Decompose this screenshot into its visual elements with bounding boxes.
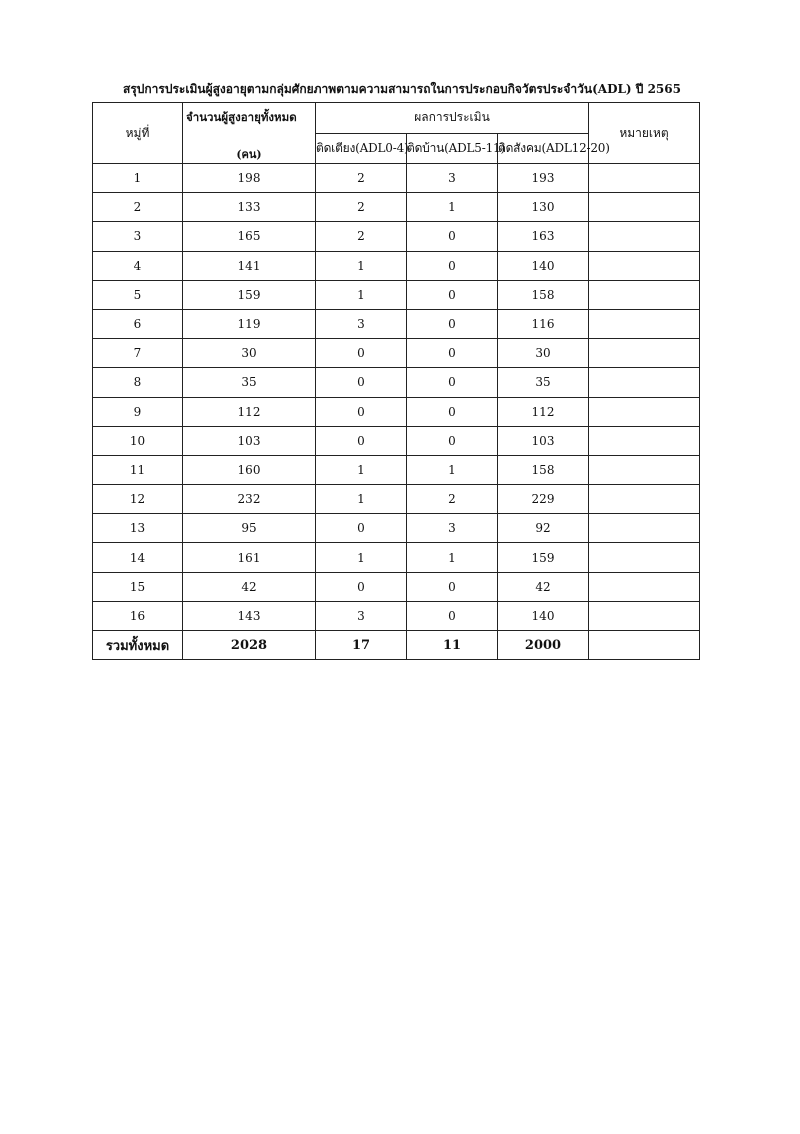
cell-bed: 1 [316, 543, 407, 572]
cell-total: 159 [183, 280, 316, 309]
cell-social: 159 [498, 543, 589, 572]
cell-total: 143 [183, 601, 316, 630]
cell-total: 165 [183, 222, 316, 251]
cell-social: 140 [498, 251, 589, 280]
cell-moo: 7 [93, 339, 183, 368]
cell-social: 140 [498, 601, 589, 630]
header-total-line1: จำนวนผู้สูงอายุทั้งหมด [186, 110, 297, 124]
cell-social: 30 [498, 339, 589, 368]
cell-home: 0 [407, 426, 498, 455]
summary-bed: 17 [316, 631, 407, 660]
header-total [183, 103, 316, 164]
summary-note [589, 631, 700, 660]
table-body [93, 164, 700, 631]
cell-home: 3 [407, 514, 498, 543]
summary-total: 2028 [183, 631, 316, 660]
cell-moo: 5 [93, 280, 183, 309]
header-moo: หมู่ที่ [93, 103, 183, 164]
cell-note [589, 280, 700, 309]
cell-moo: 11 [93, 455, 183, 484]
header-bed: ติดเตียง(ADL0-4) [316, 133, 407, 164]
cell-total: 161 [183, 543, 316, 572]
header-note: หมายเหตุ [589, 103, 700, 164]
header-result: ผลการประเมิน [316, 103, 589, 134]
table-row [93, 193, 700, 222]
table-row [93, 543, 700, 572]
cell-social: 116 [498, 309, 589, 338]
cell-home: 1 [407, 543, 498, 572]
cell-home: 3 [407, 164, 498, 193]
cell-social: 130 [498, 193, 589, 222]
cell-moo: 3 [93, 222, 183, 251]
cell-bed: 1 [316, 455, 407, 484]
cell-total: 95 [183, 514, 316, 543]
cell-social: 42 [498, 572, 589, 601]
cell-social: 163 [498, 222, 589, 251]
header-social: ติดสังคม(ADL12-20) [498, 133, 589, 164]
cell-bed: 0 [316, 397, 407, 426]
summary-home: 11 [407, 631, 498, 660]
cell-moo: 13 [93, 514, 183, 543]
cell-social: 229 [498, 485, 589, 514]
cell-total: 112 [183, 397, 316, 426]
table-row [93, 455, 700, 484]
cell-bed: 0 [316, 572, 407, 601]
cell-total: 30 [183, 339, 316, 368]
cell-home: 1 [407, 455, 498, 484]
cell-note [589, 339, 700, 368]
cell-total: 133 [183, 193, 316, 222]
cell-moo: 10 [93, 426, 183, 455]
cell-social: 112 [498, 397, 589, 426]
cell-social: 103 [498, 426, 589, 455]
cell-social: 35 [498, 368, 589, 397]
cell-moo: 1 [93, 164, 183, 193]
table-row [93, 164, 700, 193]
table-row [93, 280, 700, 309]
summary-row [93, 631, 700, 660]
cell-bed: 0 [316, 426, 407, 455]
cell-home: 1 [407, 193, 498, 222]
cell-social: 158 [498, 455, 589, 484]
cell-moo: 12 [93, 485, 183, 514]
cell-note [589, 309, 700, 338]
cell-bed: 2 [316, 193, 407, 222]
cell-social: 158 [498, 280, 589, 309]
cell-bed: 1 [316, 485, 407, 514]
cell-home: 2 [407, 485, 498, 514]
cell-bed: 2 [316, 222, 407, 251]
cell-total: 42 [183, 572, 316, 601]
cell-home: 0 [407, 251, 498, 280]
summary-social: 2000 [498, 631, 589, 660]
cell-note [589, 426, 700, 455]
cell-total: 35 [183, 368, 316, 397]
table-row [93, 485, 700, 514]
cell-bed: 3 [316, 309, 407, 338]
cell-bed: 0 [316, 514, 407, 543]
cell-moo: 9 [93, 397, 183, 426]
cell-moo: 15 [93, 572, 183, 601]
table-row [93, 601, 700, 630]
cell-moo: 2 [93, 193, 183, 222]
cell-total: 232 [183, 485, 316, 514]
table-row [93, 368, 700, 397]
cell-note [589, 514, 700, 543]
cell-social: 193 [498, 164, 589, 193]
cell-note [589, 164, 700, 193]
cell-note [589, 485, 700, 514]
document-title: สรุปการประเมินผู้สูงอายุตามกลุ่มศักยภาพตามความสามารถในการประกอบกิจวัตรประจำวัน(ADL) ปี 2565 [123, 82, 681, 96]
cell-home: 0 [407, 222, 498, 251]
cell-note [589, 251, 700, 280]
cell-bed: 0 [316, 339, 407, 368]
cell-moo: 14 [93, 543, 183, 572]
cell-bed: 3 [316, 601, 407, 630]
summary-label: รวมทั้งหมด [93, 631, 183, 660]
table-row [93, 339, 700, 368]
header-row-1 [93, 103, 700, 134]
adl-summary-table [92, 102, 700, 660]
cell-home: 0 [407, 280, 498, 309]
cell-note [589, 455, 700, 484]
table-row [93, 309, 700, 338]
cell-bed: 1 [316, 280, 407, 309]
cell-bed: 1 [316, 251, 407, 280]
cell-note [589, 222, 700, 251]
cell-moo: 4 [93, 251, 183, 280]
cell-home: 0 [407, 339, 498, 368]
cell-total: 119 [183, 309, 316, 338]
cell-social: 92 [498, 514, 589, 543]
cell-moo: 16 [93, 601, 183, 630]
table-row [93, 426, 700, 455]
cell-moo: 8 [93, 368, 183, 397]
cell-note [589, 193, 700, 222]
cell-home: 0 [407, 397, 498, 426]
cell-total: 160 [183, 455, 316, 484]
table-row [93, 572, 700, 601]
cell-home: 0 [407, 572, 498, 601]
cell-home: 0 [407, 368, 498, 397]
cell-note [589, 368, 700, 397]
cell-note [589, 572, 700, 601]
header-home: ติดบ้าน(ADL5-11) [407, 133, 498, 164]
cell-note [589, 397, 700, 426]
cell-moo: 6 [93, 309, 183, 338]
header-total-line2: (คน) [236, 148, 262, 161]
cell-total: 198 [183, 164, 316, 193]
table-row [93, 514, 700, 543]
cell-bed: 0 [316, 368, 407, 397]
cell-home: 0 [407, 601, 498, 630]
cell-bed: 2 [316, 164, 407, 193]
table-row [93, 397, 700, 426]
table-row [93, 222, 700, 251]
cell-home: 0 [407, 309, 498, 338]
cell-total: 141 [183, 251, 316, 280]
cell-total: 103 [183, 426, 316, 455]
table-row [93, 251, 700, 280]
cell-note [589, 601, 700, 630]
cell-note [589, 543, 700, 572]
